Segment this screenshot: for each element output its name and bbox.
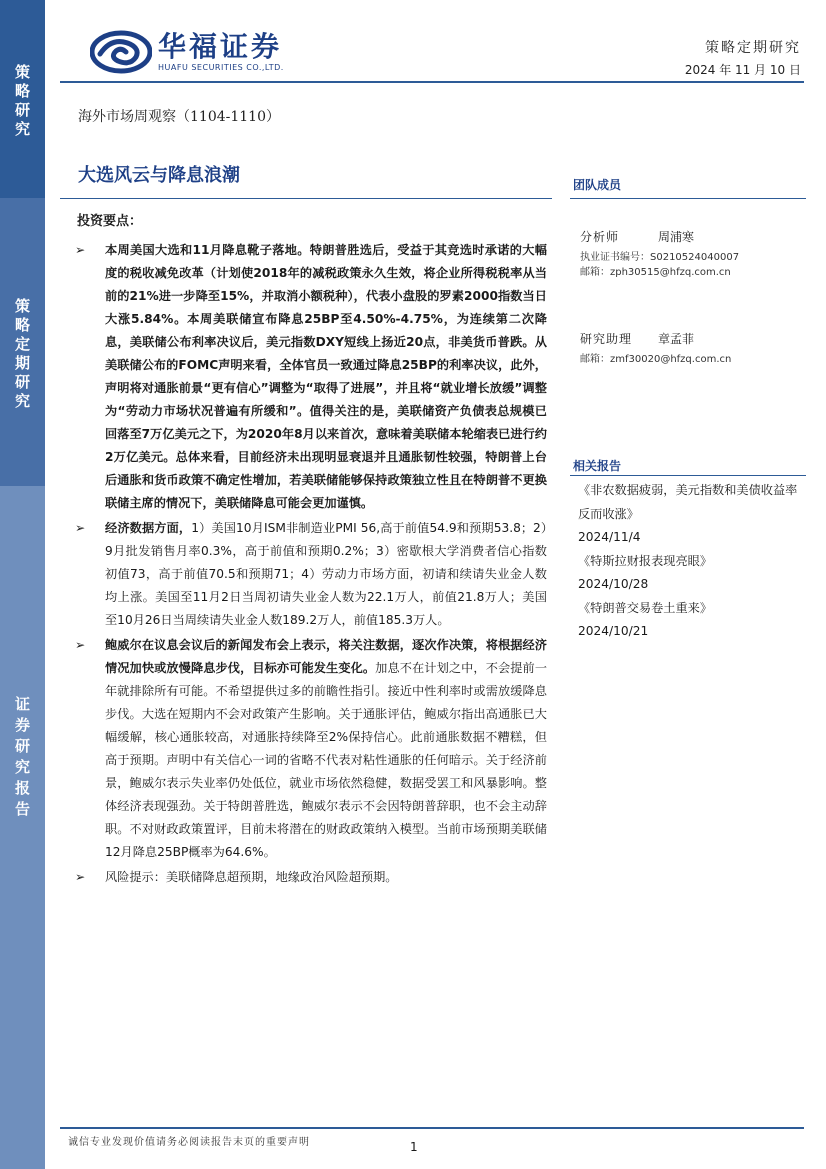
company-logo bbox=[90, 30, 284, 74]
arrow-bullet-icon: ➢ bbox=[75, 521, 86, 535]
title-divider bbox=[60, 198, 552, 199]
key-point-text: 1）美国10月ISM非制造业PMI 56,高于前值54.9和预期53.8；2）9月批发销售月率0.3%，高于前值和预期0.2%；3）密歇根大学消费者信心指数初值73，高于前值70.5和预期71；4）劳动力市场方面，初请和续请失业金人数均上涨。美国至11月2日当周初请失业金人数为22.1万人，前值21.8万人；美国至10月26日当周续请失业金人数189.2万人，前值185.3万人。 bbox=[105, 521, 548, 627]
analyst-cert: 执业证书编号：S0210524040007 bbox=[580, 252, 740, 263]
sidebar-label: 策略研究 bbox=[13, 64, 31, 140]
logo-cn-text: 华福证券 bbox=[158, 30, 283, 63]
key-point-1 bbox=[75, 239, 547, 515]
page-title: 大选风云与降息浪潮 bbox=[78, 165, 240, 186]
analyst-role: 分析师 bbox=[580, 230, 620, 244]
report-date: 2024 年 11 月 10 日 bbox=[684, 63, 801, 77]
assistant-name: 章孟菲 bbox=[658, 332, 695, 346]
analyst-email[interactable]: 邮箱：zph30515@hfzq.com.cn bbox=[580, 267, 731, 278]
key-point-3 bbox=[75, 634, 547, 864]
related-report-title[interactable]: 《非农数据疲弱，美元指数和美债收益率反而收涨》 bbox=[578, 483, 798, 521]
key-point-bold: 鲍威尔在议息会议后的新闻发布会上表示，将关注数据，逐次作决策，将根据经济情况加快或放慢降息步伐，目标亦可能发生变化。 bbox=[105, 638, 547, 675]
analyst-name: 周浦寒 bbox=[658, 230, 695, 244]
related-reports-list bbox=[578, 479, 808, 644]
header-divider bbox=[60, 81, 804, 83]
key-point-text: 加息不在计划之中，不会提前一年就排除所有可能。不希望提供过多的前瞻性指引。接近中性利率时或需放缓降息步伐。大选在短期内不会对政策产生影响。关于通胀评估，鲍威尔指出高通胀已大幅缓解，核心通胀较高，对通胀持续降至2%保持信心。此前通胀数据不糟糕，但高于预期。声明中有关信心一词的省略不代表对粘性通胀的任何暗示。关于经济前景，鲍威尔表示失业率仍处低位，就业市场依然稳健，数据受罢工和风暴影响。整体经济表现强劲。关于特朗普胜选，鲍威尔表示不会因特朗普辞职，也不会主动辞职。不对财政政策置评，目前未将潜在的财政政策纳入模型。当前市场预期美联储12月降息25BP概率为64.6%。 bbox=[105, 661, 548, 859]
team-heading: 团队成员 bbox=[573, 178, 622, 192]
related-divider bbox=[570, 475, 806, 476]
related-report-title[interactable]: 《特朗普交易卷土重来》 bbox=[578, 600, 713, 615]
analyst-card bbox=[580, 228, 739, 280]
related-reports-heading: 相关报告 bbox=[573, 459, 622, 473]
sidebar-label: 策略定期研究 bbox=[13, 298, 31, 412]
key-point-2 bbox=[75, 517, 547, 632]
related-report-date: 2024/10/21 bbox=[578, 624, 649, 638]
assistant-card bbox=[580, 330, 731, 367]
footer-divider bbox=[60, 1127, 804, 1129]
report-type: 策略定期研究 bbox=[705, 40, 801, 56]
sidebar-label: 证券研究报告 bbox=[13, 696, 31, 822]
risk-warning: 风险提示：美联储降息超预期，地缘政治风险超预期。 bbox=[105, 870, 398, 884]
logo-en-text: HUAFU SECURITIES CO.,LTD. bbox=[158, 63, 284, 72]
related-report-title[interactable]: 《特斯拉财报表现亮眼》 bbox=[578, 553, 713, 568]
report-subtitle: 海外市场周观察（1104-1110） bbox=[78, 109, 280, 125]
sidebar-segment-periodic bbox=[0, 198, 45, 486]
key-point-4 bbox=[75, 866, 547, 889]
key-points-heading: 投资要点： bbox=[77, 214, 143, 229]
sidebar bbox=[0, 0, 45, 1169]
sidebar-segment-report bbox=[0, 486, 45, 1169]
arrow-bullet-icon: ➢ bbox=[75, 638, 86, 652]
arrow-bullet-icon: ➢ bbox=[75, 243, 86, 257]
assistant-email[interactable]: 邮箱：zmf30020@hfzq.com.cn bbox=[580, 354, 732, 365]
logo-swirl-icon bbox=[90, 30, 152, 74]
related-report-date: 2024/10/28 bbox=[578, 577, 649, 591]
key-point-bold: 本周美国大选和11月降息靴子落地。特朗普胜选后，受益于其竞选时承诺的大幅度的税收减免改革（计划使2018年的减税政策永久生效，将企业所得税税率从当前的21%进一步降至15%，并取消小额税种），代表小盘股的罗素2000指数当日大涨5.84%。本周美联储宣布降息25BP至4.50%-4.75%，为连续第二次降息，美联储公布利率决议后，美元指数DXY短线上扬近20点，非美货币普跌。从美联储公布的FOMC声明来看，全体官员一致通过降息25BP的利率决议，此外，声明将对通胀前景“更有信心”调整为“取得了进展”，并且将“就业增长放缓”调整为“劳动力市场状况普遍有所缓和”。值得关注的是，美联储资产负债表总规模已回落至7万亿美元之下，为2020年8月以来首次，意味着美联储本轮缩表已进行约2万亿美元。总体来看，目前经济未出现明显衰退并且通胀韧性较强，特朗普上台后通胀和货币政策不确定性增加，若美联储能够保持政策独立性且在特朗普不更换联储主席的情况下，美联储降息可能会更加谨慎。 bbox=[105, 243, 547, 510]
sidebar-segment-strategy bbox=[0, 0, 45, 198]
key-point-bold: 经济数据方面， bbox=[105, 521, 192, 535]
page-number: 1 bbox=[410, 1140, 418, 1154]
key-points-section bbox=[75, 210, 547, 891]
arrow-bullet-icon: ➢ bbox=[75, 870, 86, 884]
team-divider bbox=[570, 198, 806, 199]
assistant-role: 研究助理 bbox=[580, 332, 633, 346]
footer-disclaimer: 诚信专业发现价值请务必阅读报告末页的重要声明 bbox=[68, 1137, 310, 1148]
related-report-date: 2024/11/4 bbox=[578, 530, 641, 544]
